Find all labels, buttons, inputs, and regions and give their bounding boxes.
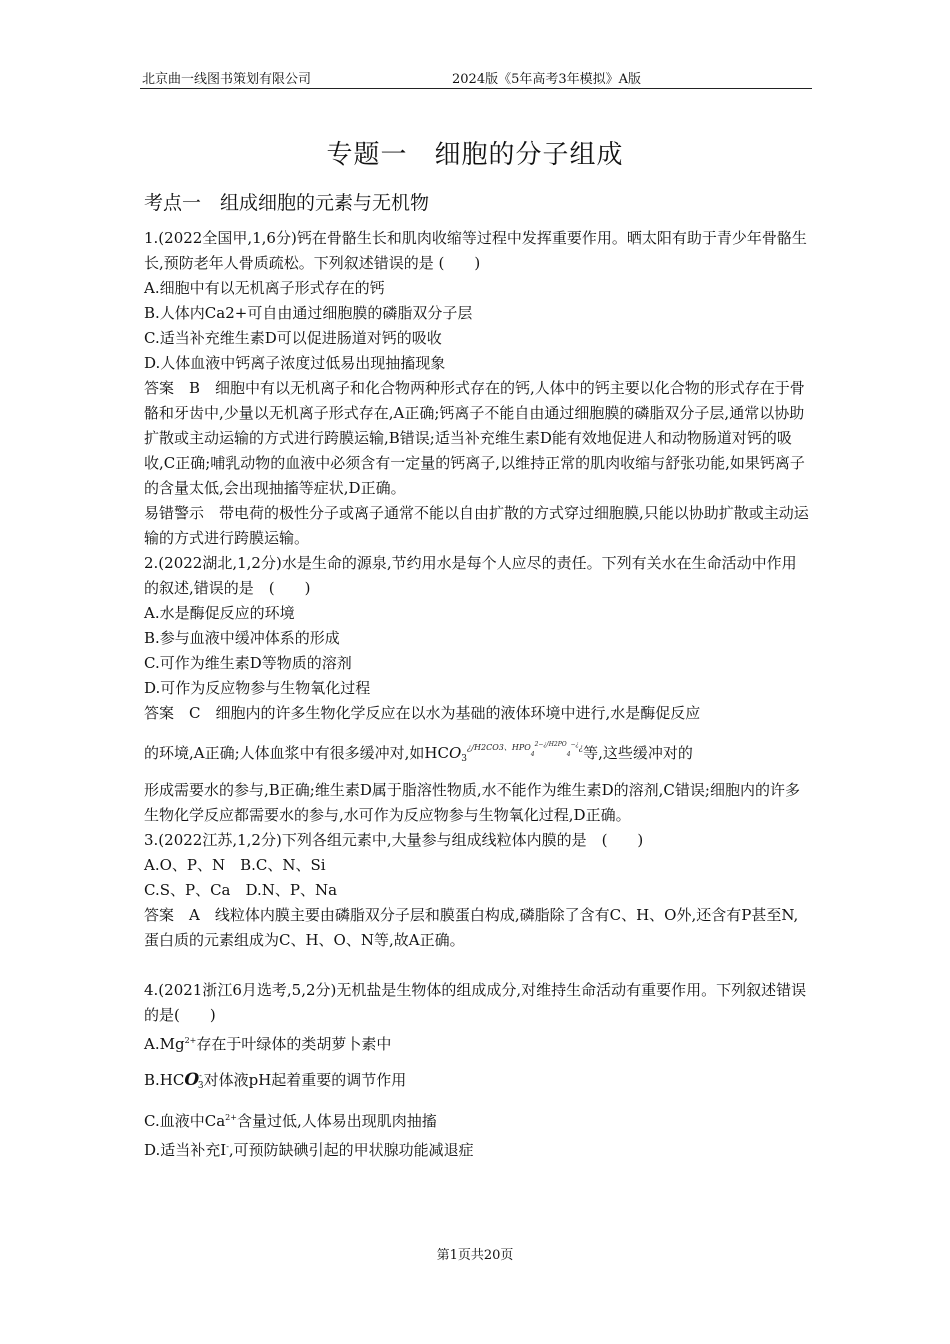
q1-option-c: C.适当补充维生素D可以促进肠道对钙的吸收 xyxy=(144,329,442,347)
spacer xyxy=(144,953,809,978)
q1-option-b: B.人体内Ca2+可自由通过细胞膜的磷脂双分子层 xyxy=(144,304,473,322)
q3-options-cd: C.S、P、Ca D.N、P、Na xyxy=(144,881,338,899)
q2-option-c: C.可作为维生素D等物质的溶剂 xyxy=(144,654,352,672)
q1-stem: 1.(2022全国甲,1,6分)钙在骨骼生长和肌肉收缩等过程中发挥重要作用。晒太阳有助于青少年骨骼生长,预防老年人骨质疏松。下列叙述错误的是 ( ) xyxy=(144,229,807,272)
q4-a-sup: 2+ xyxy=(184,1036,197,1045)
q4-b-post: 对体液pH起着重要的调节作用 xyxy=(203,1071,407,1089)
q2-answer-line2 xyxy=(144,726,809,778)
q1-option-d: D.人体血液中钙离子浓度过低易出现抽搐现象 xyxy=(144,354,446,372)
page-header xyxy=(140,66,812,89)
q1-option-a: A.细胞中有以无机离子形式存在的钙 xyxy=(144,279,385,297)
q4-option-a xyxy=(144,1028,809,1057)
q3-answer: 答案 A 线粒体内膜主要由磷脂双分子层和膜蛋白构成,磷脂除了含有C、H、O外,还含有P甚至N,蛋白质的元素组成为C、H、O、N等,故A正确。 xyxy=(144,906,799,949)
q2-answer-line1: 答案 C 细胞内的许多生物化学反应在以水为基础的液体环境中进行,水是酶促反应 xyxy=(144,704,701,722)
buffer-pair-1: ¿/H2CO3、 xyxy=(467,743,512,752)
q4-d-post: ,可预防缺碘引起的甲状腺功能减退症 xyxy=(228,1141,474,1159)
q2-stem: 2.(2022湖北,1,2分)水是生命的源泉,节约用水是每个人应尽的责任。下列有关水在生命活动中作用的叙述,错误的是 ( ) xyxy=(144,554,797,597)
page-footer: 第1页共20页 xyxy=(436,1248,514,1263)
q2-option-d: D.可作为反应物参与生物氧化过程 xyxy=(144,679,371,697)
q4-option-d xyxy=(144,1134,809,1163)
q4-b-ion: O xyxy=(184,1070,200,1090)
q1-answer: 答案 B 细胞中有以无机离子和化合物两种形式存在的钙,人体中的钙主要以化合物的形式存在于骨骼和牙齿中,少量以无机离子形式存在,A正确;钙离子不能自由通过细胞膜的磷脂双分子层,通常以协助扩散或主动运输的方式进行跨膜运输,B错误;适当补充维生素D能有效地促进人和动物肠道对钙的吸收,C正确;哺乳动物的血液中必须含有一定量的钙离子,以维持正常的肌肉收缩与舒张功能,如果钙离子的含量太低,会出现抽搐等症状,D正确。 xyxy=(144,379,805,497)
q4-d-pre: D.适当补充I xyxy=(144,1141,227,1159)
q3-options-ab: A.O、P、N B.C、N、Si xyxy=(144,856,326,874)
buffer-pair-3-sub: 4 xyxy=(566,751,571,758)
q4-c-post: 含量过低,人体易出现肌肉抽搐 xyxy=(236,1112,437,1130)
q4-b-sub: 3 xyxy=(197,1081,204,1091)
q2-option-b: B.参与血液中缓冲体系的形成 xyxy=(144,629,340,647)
q4-c-pre: C.血液中Ca xyxy=(144,1112,226,1130)
buffer-pair-2-sup: 2−¿/H2PO xyxy=(534,741,567,748)
q4-stem: 4.(2021浙江6月选考,5,2分)无机盐是生物体的组成成分,对维持生命活动有重要作用。下列叙述错误的是( ) xyxy=(144,981,807,1024)
publisher-name: 北京曲一线图书策划有限公司 xyxy=(142,72,312,87)
buffer-pair-end: ¿ xyxy=(578,743,584,752)
q4-a-post: 存在于叶绿体的类胡萝卜素中 xyxy=(196,1035,392,1053)
q4-option-c xyxy=(144,1105,809,1134)
q4-option-b xyxy=(144,1057,809,1105)
bicarbonate-o: O xyxy=(448,744,462,762)
q2-answer-post: 等,这些缓冲对的 xyxy=(583,744,693,762)
q3-stem: 3.(2022江苏,1,2分)下列各组元素中,大量参与组成线粒体内膜的是 ( ) xyxy=(144,831,644,849)
buffer-pair-3-sup: −¿ xyxy=(570,741,579,748)
bicarbonate-sub: 3 xyxy=(461,754,468,764)
q1-warning: 易错警示 带电荷的极性分子或离子通常不能以自由扩散的方式穿过细胞膜,只能以协助扩散或主动运输的方式进行跨膜运输。 xyxy=(144,504,809,547)
q2-answer-rest: 形成需要水的参与,B正确;维生素D属于脂溶性物质,水不能作为维生素D的溶剂,C错误;细胞内的许多生物化学反应都需要水的参与,水可作为反应物参与生物氧化过程,D正确。 xyxy=(144,781,800,824)
q4-c-sup: 2+ xyxy=(225,1113,237,1122)
section-heading: 考点一 组成细胞的元素与无机物 xyxy=(144,192,430,214)
document-body xyxy=(144,226,809,1163)
buffer-pair-2-sub: 4 xyxy=(530,751,535,758)
book-edition: 2024版《5年高考3年模拟》A版 xyxy=(452,72,642,87)
q4-b-sup: - xyxy=(199,1071,202,1080)
page-title: 专题一 细胞的分子组成 xyxy=(326,140,624,170)
q4-d-sup: - xyxy=(226,1142,229,1151)
buffer-pair-2: HPO xyxy=(511,743,531,752)
q4-b-pre: B.HC xyxy=(144,1071,185,1089)
q2-answer-pre: 的环境,A正确;人体血浆中有很多缓冲对,如HC xyxy=(144,744,449,762)
q2-option-a: A.水是酶促反应的环境 xyxy=(144,604,295,622)
q4-a-pre: A.Mg xyxy=(144,1035,185,1053)
